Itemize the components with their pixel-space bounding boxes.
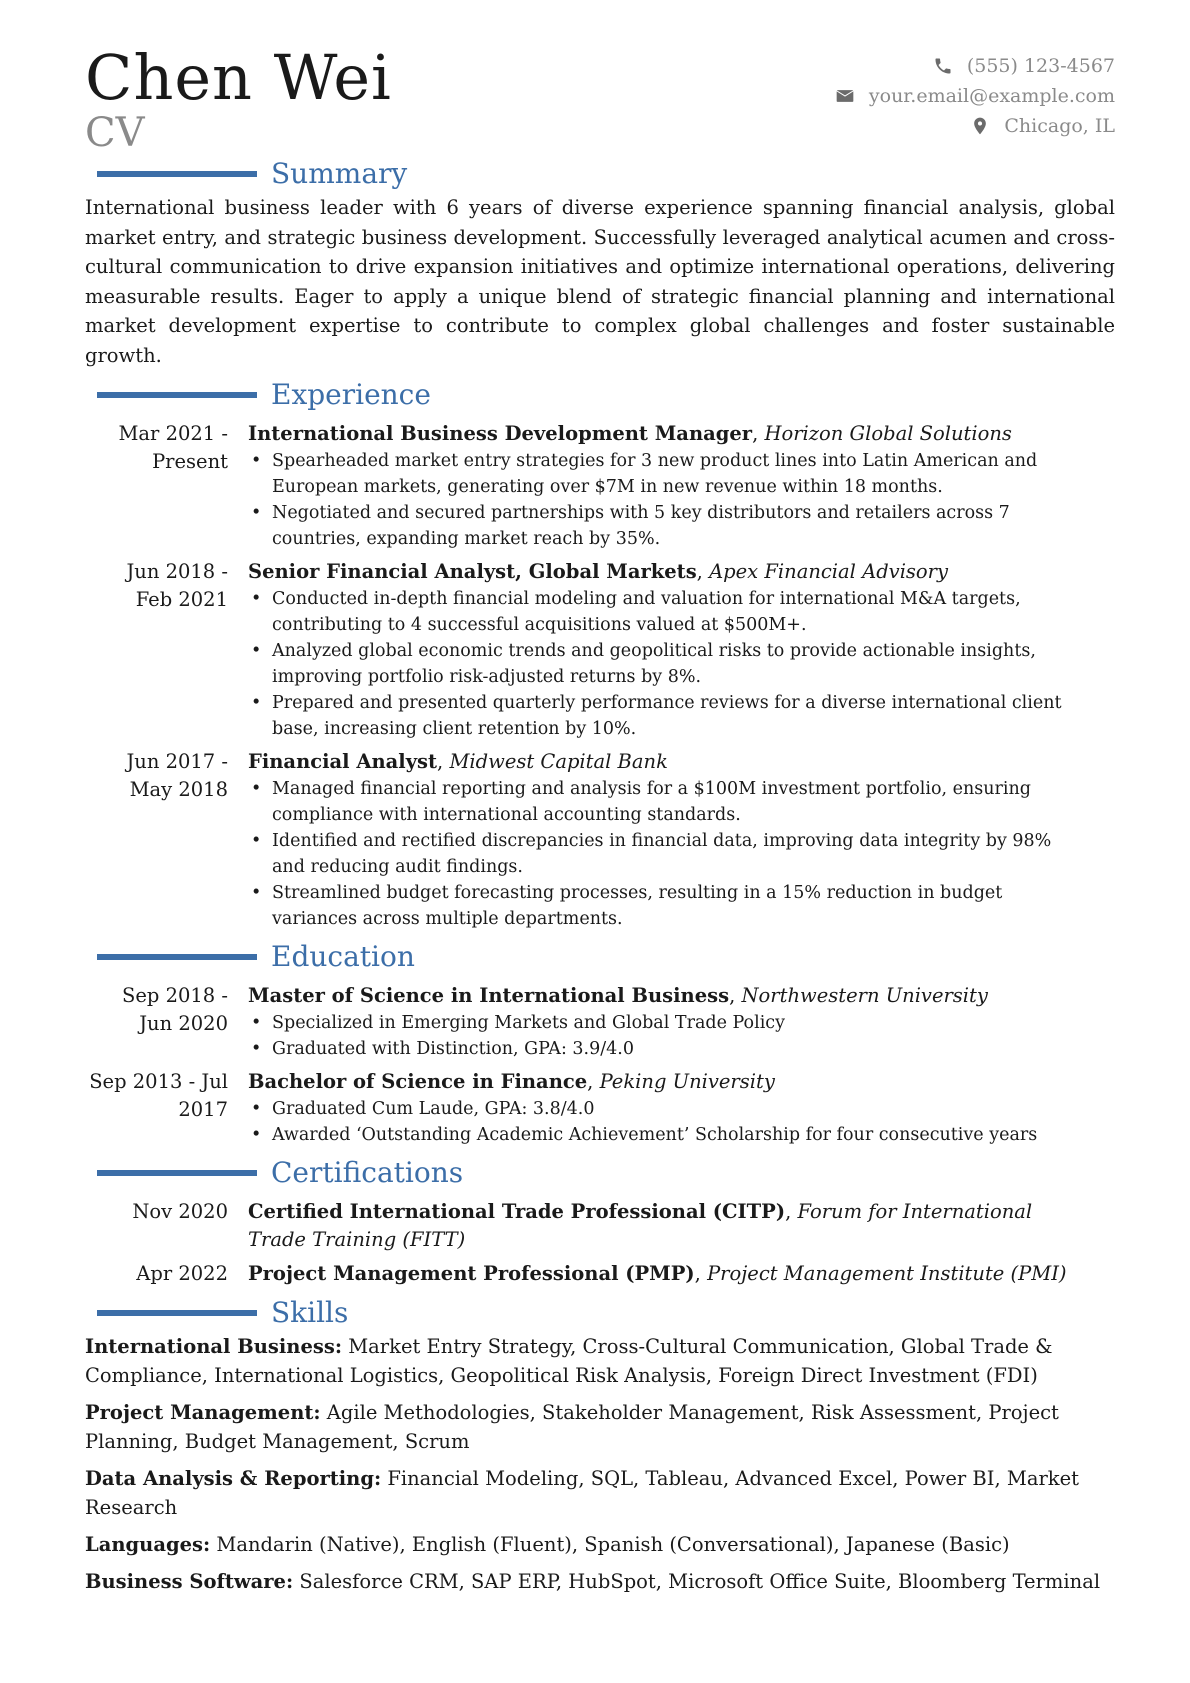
entry-role: Financial Analyst bbox=[248, 750, 438, 773]
entry-date: Sep 2018 - Jun 2020 bbox=[122, 984, 228, 1035]
header bbox=[85, 41, 1115, 156]
entry-title: Bachelor of Science in Finance, Peking University bbox=[248, 1070, 775, 1093]
skills-list bbox=[85, 1332, 1115, 1596]
certifications-list bbox=[85, 1198, 1115, 1288]
bullet-item: • Prepared and presented quarterly performance reviews for a diverse international client base, increasing client retention by 10%. bbox=[272, 690, 1085, 742]
entry-title: Financial Analyst, Midwest Capital Bank bbox=[248, 750, 668, 773]
entry bbox=[85, 420, 1115, 552]
section-title: Certifications bbox=[271, 1156, 464, 1189]
entry-date: Jun 2018 - Feb 2021 bbox=[126, 560, 228, 611]
skill-category: International Business: bbox=[85, 1335, 343, 1358]
section-bar bbox=[97, 392, 257, 398]
entry-role: Master of Science in International Business bbox=[248, 984, 730, 1007]
entry-role: Certified International Trade Professional (CITP) bbox=[248, 1200, 786, 1223]
section-title: Skills bbox=[271, 1296, 349, 1329]
skill-line bbox=[85, 1464, 1115, 1522]
skill-line bbox=[85, 1530, 1115, 1559]
email-address[interactable]: your.email@example.com bbox=[868, 85, 1115, 107]
location-text: Chicago, IL bbox=[1004, 115, 1115, 137]
skill-values: Market Entry Strategy, Cross-Cultural Communication, Global Trade & Compliance, International Logistics, Geopolitical Risk Analysis, Foreign Direct Investment (FDI) bbox=[85, 1335, 1053, 1387]
skill-values: Financial Modeling, SQL, Tableau, Advanced Excel, Power BI, Market Research bbox=[85, 1467, 1079, 1519]
bullet-item: • Identified and rectified discrepancies in financial data, improving data integrity by 98% and reducing audit findings. bbox=[272, 828, 1085, 880]
entry-organization: Apex Financial Advisory bbox=[709, 560, 949, 583]
skill-category: Languages: bbox=[85, 1533, 211, 1556]
skills-heading bbox=[85, 1294, 1115, 1332]
skill-category: Project Management: bbox=[85, 1401, 321, 1424]
bullet-item: • Managed financial reporting and analysis for a $100M investment portfolio, ensuring compliance with international accounting standards. bbox=[272, 776, 1085, 828]
entry-organization: Project Management Institute (PMI) bbox=[707, 1262, 1067, 1285]
summary-heading bbox=[85, 155, 1115, 193]
skill-values: Salesforce CRM, SAP ERP, HubSpot, Microsoft Office Suite, Bloomberg Terminal bbox=[299, 1570, 1101, 1593]
education-list bbox=[85, 982, 1115, 1148]
entry-date: Apr 2022 bbox=[136, 1262, 228, 1285]
bullet-item: • Graduated with Distinction, GPA: 3.9/4.0 bbox=[272, 1036, 1085, 1062]
envelope-icon bbox=[835, 86, 855, 106]
entry-title: Project Management Professional (PMP), Project Management Institute (PMI) bbox=[248, 1262, 1067, 1285]
entry-title: Certified International Trade Professional (CITP), Forum for International Trade Training (FITT) bbox=[248, 1200, 1033, 1251]
bullet-item: • Awarded ‘Outstanding Academic Achievement’ Scholarship for four consecutive years bbox=[272, 1122, 1085, 1148]
bullet-item: • Spearheaded market entry strategies for 3 new product lines into Latin American and European markets, generating over $7M in new revenue within 18 months. bbox=[272, 448, 1085, 500]
map-pin-icon bbox=[970, 116, 990, 136]
bullet-list bbox=[248, 448, 1085, 552]
entry-body bbox=[248, 1260, 1115, 1288]
skill-line bbox=[85, 1332, 1115, 1390]
experience-list bbox=[85, 420, 1115, 932]
entry-role: Project Management Professional (PMP) bbox=[248, 1262, 695, 1285]
entry bbox=[85, 1260, 1115, 1288]
entry-organization: Horizon Global Solutions bbox=[764, 422, 1012, 445]
contact-location bbox=[835, 111, 1115, 141]
contact-email bbox=[835, 81, 1115, 111]
bullet-list bbox=[248, 1096, 1085, 1148]
bullet-list bbox=[248, 776, 1085, 932]
skill-line bbox=[85, 1398, 1115, 1456]
entry-role: Senior Financial Analyst, Global Markets bbox=[248, 560, 697, 583]
experience-heading bbox=[85, 376, 1115, 414]
bullet-list bbox=[248, 586, 1085, 742]
section-title: Experience bbox=[271, 378, 431, 411]
phone-icon bbox=[933, 56, 953, 76]
education-heading bbox=[85, 938, 1115, 976]
bullet-item: • Specialized in Emerging Markets and Global Trade Policy bbox=[272, 1010, 1085, 1036]
contact-block bbox=[835, 51, 1115, 141]
entry-body bbox=[248, 558, 1115, 742]
entry-title: Senior Financial Analyst, Global Markets, Apex Financial Advisory bbox=[248, 560, 949, 583]
entry bbox=[85, 982, 1115, 1062]
entry bbox=[85, 1198, 1115, 1254]
phone-number[interactable]: (555) 123-4567 bbox=[966, 55, 1115, 77]
summary-text: International business leader with 6 years of diverse experience spanning financial analysis, global market entry, and strategic business development. Successfully leveraged analytical acumen and cross-cultural communication to drive expansion initiatives and optimize international operations, delivering measurable results. Eager to apply a unique blend of strategic financial planning and international market development expertise to contribute to complex global challenges and foster sustainable growth. bbox=[85, 196, 1115, 367]
person-name: Chen Wei bbox=[85, 41, 392, 114]
section-title: Summary bbox=[271, 157, 408, 190]
skill-values: Mandarin (Native), English (Fluent), Spanish (Conversational), Japanese (Basic) bbox=[216, 1533, 1010, 1556]
entry-date: Jun 2017 - May 2018 bbox=[126, 750, 228, 801]
bullet-list bbox=[248, 1010, 1085, 1062]
skill-category: Data Analysis & Reporting: bbox=[85, 1467, 382, 1490]
skill-category: Business Software: bbox=[85, 1570, 294, 1593]
entry-role: Bachelor of Science in Finance bbox=[248, 1070, 588, 1093]
entry-title: Master of Science in International Business, Northwestern University bbox=[248, 984, 988, 1007]
section-bar bbox=[97, 954, 257, 960]
entry-body bbox=[248, 748, 1115, 932]
entry-body bbox=[248, 982, 1115, 1062]
entry-body bbox=[248, 420, 1115, 552]
document-type: CV bbox=[85, 110, 145, 156]
entry-organization: Northwestern University bbox=[741, 984, 988, 1007]
entry-date: Nov 2020 bbox=[132, 1200, 228, 1223]
entry bbox=[85, 1068, 1115, 1148]
section-bar bbox=[97, 171, 257, 177]
contact-phone bbox=[835, 51, 1115, 81]
entry-body bbox=[248, 1068, 1115, 1148]
entry-date: Sep 2013 - Jul 2017 bbox=[89, 1070, 228, 1121]
entry-body bbox=[248, 1198, 1115, 1254]
certifications-heading bbox=[85, 1154, 1115, 1192]
bullet-item: • Negotiated and secured partnerships with 5 key distributors and retailers across 7 countries, expanding market reach by 35%. bbox=[272, 500, 1085, 552]
section-title: Education bbox=[271, 940, 415, 973]
cv-page bbox=[85, 41, 1115, 1604]
entry bbox=[85, 748, 1115, 932]
entry-organization: Midwest Capital Bank bbox=[449, 750, 668, 773]
entry-organization: Forum for International Trade Training (FITT) bbox=[248, 1200, 1033, 1251]
bullet-item: • Conducted in-depth financial modeling and valuation for international M&A targets, contributing to 4 successful acquisitions valued at $500M+. bbox=[272, 586, 1085, 638]
entry-date: Mar 2021 - Present bbox=[118, 422, 228, 473]
bullet-item: • Graduated Cum Laude, GPA: 3.8/4.0 bbox=[272, 1096, 1085, 1122]
entry-role: International Business Development Manager bbox=[248, 422, 753, 445]
entry-title: International Business Development Manager, Horizon Global Solutions bbox=[248, 422, 1012, 445]
bullet-item: • Analyzed global economic trends and geopolitical risks to provide actionable insights, improving portfolio risk-adjusted returns by 8%. bbox=[272, 638, 1085, 690]
entry bbox=[85, 558, 1115, 742]
skill-line bbox=[85, 1567, 1115, 1596]
section-bar bbox=[97, 1310, 257, 1316]
bullet-item: • Streamlined budget forecasting processes, resulting in a 15% reduction in budget variances across multiple departments. bbox=[272, 880, 1085, 932]
entry-organization: Peking University bbox=[599, 1070, 775, 1093]
section-bar bbox=[97, 1170, 257, 1176]
skill-values: Agile Methodologies, Stakeholder Management, Risk Assessment, Project Planning, Budget Management, Scrum bbox=[85, 1401, 1059, 1453]
